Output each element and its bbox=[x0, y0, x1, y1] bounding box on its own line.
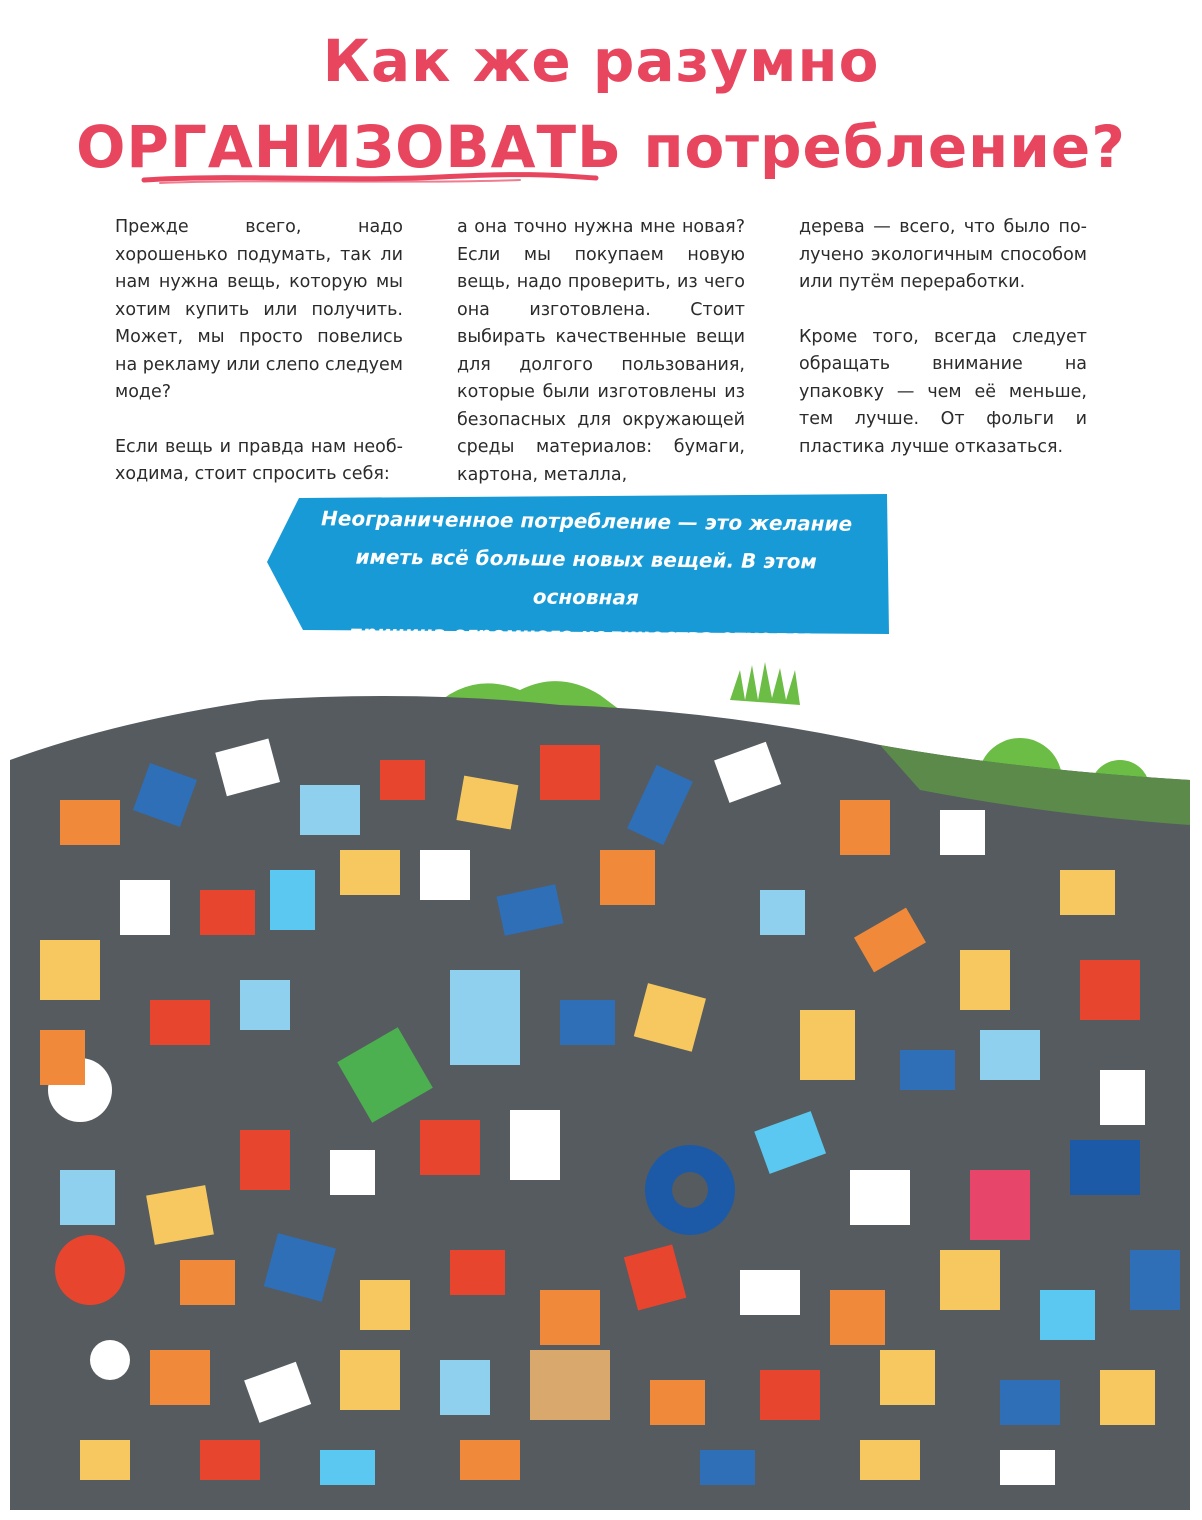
paragraph: Прежде всего, надо хорошенько подумать, так ли нам нужна вещь, которую мы хотим купить или получить. Может, мы просто повелись на рекламу или слепо следуем моде? bbox=[115, 217, 403, 402]
garbage-heap-illustration bbox=[0, 650, 1202, 1520]
text-column-3 bbox=[799, 214, 1087, 516]
paragraph: Если вещь и правда нам необходима, стоит спросить себя: bbox=[115, 436, 403, 484]
title-line-1: Как же разумно bbox=[322, 27, 880, 95]
grass-tuft bbox=[730, 662, 800, 705]
text-column-2 bbox=[457, 214, 745, 516]
title-emphasis: ОРГАНИЗОВАТЬ bbox=[76, 113, 623, 181]
callout-line: Неограниченное потребление — это желание bbox=[320, 506, 853, 536]
title-rest: потребление? bbox=[643, 113, 1126, 181]
callout-text bbox=[300, 499, 872, 657]
callout-banner bbox=[267, 492, 889, 650]
text-column-1 bbox=[115, 214, 403, 516]
page-title bbox=[0, 18, 1202, 190]
paragraph: дерева — всего, что было получено экологичным способом или путём переработки. bbox=[799, 217, 1087, 292]
paragraph: а она точно нужна мне новая? Если мы покупаем новую вещь, надо проверить, из чего она изготовлена. Стоит выбирать качественные вещи для долгого пользования, которые были изготовлены из безопасных для окружающей среды материалов: бумаги, картона, металла, bbox=[457, 217, 745, 485]
callout-line: иметь всё больше новых вещей. В этом основная bbox=[355, 544, 817, 610]
body-text bbox=[115, 214, 1087, 516]
callout-line: причина огромного количества отходов. bbox=[348, 620, 823, 650]
title-underline bbox=[140, 168, 600, 188]
paragraph: Кроме того, всегда следует обращать внимание на упаковку — чем её меньше, тем лучше. От фольги и пластика лучше отказаться. bbox=[799, 326, 1087, 457]
